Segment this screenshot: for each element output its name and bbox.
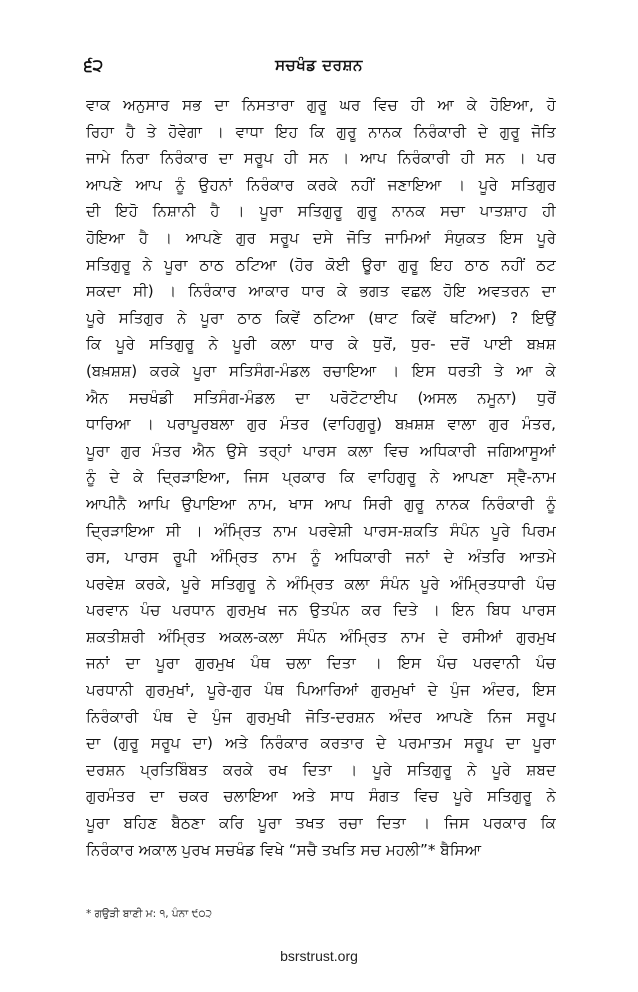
text-line: ਦੀ ਇਹੋ ਨਿਸ਼ਾਨੀ ਹੈ । ਪੂਰਾ ਸਤਿਗੁਰੂ ਗੁਰੂ ਨਾਨਕ ਸਚਾ ਪਾਤਸ਼ਾਹ ਹੀ xyxy=(86,202,556,221)
footnote: * ਗਉੜੀ ਬਾਣੀ ਮ: ੧, ਪੰਨਾ ੯੦੨ xyxy=(86,908,213,920)
website-url: bsrstrust.org xyxy=(280,948,358,964)
text-line: ਪਰਵਾਨ ਪੰਚ ਪਰਧਾਨ ਗੁਰਮੁਖ ਜਨ ਉਤਪੰਨ ਕਰ ਦਿਤੇ । ਇਨ ਬਿਧ ਪਾਰਸ xyxy=(86,601,556,620)
text-line: ਪੂਰਾ ਗੁਰ ਮੰਤਰ ਐਨ ਉਸੇ ਤਰ੍ਹਾਂ ਪਾਰਸ ਕਲਾ ਵਿਚ ਅਧਿਕਾਰੀ ਜਗਿਆਸੂਆਂ xyxy=(86,441,556,460)
text-line: ਰਿਹਾ ਹੈ ਤੇ ਹੋਵੇਗਾ । ਵਾਧਾ ਇਹ ਕਿ ਗੁਰੂ ਨਾਨਕ ਨਿਰੰਕਾਰੀ ਦੇ ਗੁਰੂ ਜੋਤਿ xyxy=(86,122,556,141)
text-line: ਨੂੰ ਦੇ ਕੇ ਦ੍ਰਿੜਾਇਆ, ਜਿਸ ਪ੍ਰਕਾਰ ਕਿ ਵਾਹਿਗੁਰੂ ਨੇ ਆਪਣਾ ਸ੍ਵੈ-ਨਾਮ xyxy=(86,468,556,487)
text-line: ਵਾਕ ਅਨੁਸਾਰ ਸਭ ਦਾ ਨਿਸਤਾਰਾ ਗੁਰੂ ਘਰ ਵਿਚ ਹੀ ਆ ਕੇ ਹੋਇਆ, ਹੋ xyxy=(86,96,556,114)
text-line: ਆਪਣੇ ਆਪ ਨੂੰ ਉਹਨਾਂ ਨਿਰੰਕਾਰ ਕਰਕੇ ਨਹੀਂ ਜਣਾਇਆ । ਪੂਰੇ ਸਤਿਗੁਰ xyxy=(86,175,556,194)
text-line: ਹੋਇਆ ਹੈ । ਆਪਣੇ ਗੁਰ ਸਰੂਪ ਦਸੇ ਜੋਤਿ ਜਾਮਿਆਂ ਸੰਯੁਕਤ ਇਸ ਪੂਰੇ xyxy=(86,228,556,247)
page-number: ੬੨ xyxy=(84,56,104,76)
running-title: ਸਚਖੰਡ ਦਰਸ਼ਨ xyxy=(275,56,363,74)
text-line: (ਬਖ਼ਸ਼ਸ਼) ਕਰਕੇ ਪੂਰਾ ਸਤਿਸੰਗ-ਮੰਡਲ ਰਚਾਇਆ । ਇਸ ਧਰਤੀ ਤੇ ਆ ਕੇ xyxy=(86,361,556,380)
text-line: ਪਰਧਾਨੀ ਗੁਰਮੁਖਾਂ, ਪੂਰੇ-ਗੁਰ ਪੰਥ ਪਿਆਰਿਆਂ ਗੁਰਮੁਖਾਂ ਦੇ ਪੁੰਜ ਅੰਦਰ, ਇਸ xyxy=(86,681,556,700)
text-line: ਦ੍ਰਿੜਾਇਆ ਸੀ । ਅੰਮ੍ਰਿਤ ਨਾਮ ਪਰਵੇਸ਼ੀ ਪਾਰਸ-ਸ਼ਕਤਿ ਸੰਪੰਨ ਪੂਰੇ ਪਿਰਮ xyxy=(86,521,556,540)
text-line: ਰਸ, ਪਾਰਸ ਰੂਪੀ ਅੰਮ੍ਰਿਤ ਨਾਮ ਨੂੰ ਅਧਿਕਾਰੀ ਜਨਾਂ ਦੇ ਅੰਤਰਿ ਆਤਮੇ xyxy=(86,548,556,567)
text-line: ਪਰਵੇਸ਼ ਕਰਕੇ, ਪੂਰੇ ਸਤਿਗੁਰੂ ਨੇ ਅੰਮ੍ਰਿਤ ਕਲਾ ਸੰਪੰਨ ਪੂਰੇ ਅੰਮ੍ਰਿਤਧਾਰੀ ਪੰਚ xyxy=(86,574,556,593)
text-line: ਸਤਿਗੁਰੂ ਨੇ ਪੂਰਾ ਠਾਠ ਠਟਿਆ (ਹੋਰ ਕੋਈ ਊਰਾ ਗੁਰੂ ਇਹ ਠਾਠ ਨਹੀਂ ਠਟ xyxy=(86,255,556,274)
text-line: ਐਨ ਸਚਖੰਡੀ ਸਤਿਸੰਗ-ਮੰਡਲ ਦਾ ਪਰੋਟੋਟਾਈਪ (ਅਸਲ ਨਮੂਨਾ) ਧੁਰੋਂ xyxy=(86,388,556,407)
text-line: ਸ਼ਕਤੀਸ਼ਰੀ ਅੰਮ੍ਰਿਤ ਅਕਲ-ਕਲਾ ਸੰਪੰਨ ਅੰਮ੍ਰਿਤ ਨਾਮ ਦੇ ਰਸੀਆਂ ਗੁਰਮੁਖ xyxy=(86,627,556,646)
text-line: ਨਿਰੰਕਾਰ ਅਕਾਲ ਪੁਰਖ ਸਚਖੰਡ ਵਿਖੇ “ਸਚੈ ਤਖਤਿ ਸਚ ਮਹਲੀ”* ਬੈਸਿਆ xyxy=(86,840,482,859)
text-line: ਧਾਰਿਆ । ਪਰਾਪੂਰਬਲਾ ਗੁਰ ਮੰਤਰ (ਵਾਹਿਗੁਰੂ) ਬਖ਼ਸ਼ਸ਼ ਵਾਲਾ ਗੁਰ ਮੰਤਰ, xyxy=(86,415,556,434)
text-line: ਜਾਮੇ ਨਿਰਾ ਨਿਰੰਕਾਰ ਦਾ ਸਰੂਪ ਹੀ ਸਨ । ਆਪ ਨਿਰੰਕਾਰੀ ਹੀ ਸਨ । ਪਰ xyxy=(86,149,556,168)
text-line: ਪੂਰੇ ਸਤਿਗੁਰ ਨੇ ਪੂਰਾ ਠਾਠ ਕਿਵੇਂ ਠਟਿਆ (ਥਾਟ ਕਿਵੇਂ ਥਟਿਆ) ? ਇਉਂ xyxy=(86,308,556,327)
text-line: ਆਪੀਨੈ ਆਪਿ ਉਪਾਇਆ ਨਾਮ, ਖਾਸ ਆਪ ਸਿਰੀ ਗੁਰੂ ਨਾਨਕ ਨਿਰੰਕਾਰੀ ਨੂੰ xyxy=(86,494,556,513)
text-line: ਜਨਾਂ ਦਾ ਪੂਰਾ ਗੁਰਮੁਖ ਪੰਥ ਚਲਾ ਦਿਤਾ । ਇਸ ਪੰਚ ਪਰਵਾਨੀ ਪੰਚ xyxy=(86,654,556,673)
text-line: ਦਰਸ਼ਨ ਪ੍ਰਤਿਬਿੰਬਤ ਕਰਕੇ ਰਖ ਦਿਤਾ । ਪੂਰੇ ਸਤਿਗੁਰੂ ਨੇ ਪੂਰੇ ਸ਼ਬਦ xyxy=(86,760,556,779)
text-line: ਨਿਰੰਕਾਰੀ ਪੰਥ ਦੇ ਪੁੰਜ ਗੁਰਮੁਖੀ ਜੋਤਿ-ਦਰਸ਼ਨ ਅੰਦਰ ਆਪਣੇ ਨਿਜ ਸਰੂਪ xyxy=(86,707,556,726)
text-line: ਗੁਰਮੰਤਰ ਦਾ ਚਕਰ ਚਲਾਇਆ ਅਤੇ ਸਾਧ ਸੰਗਤ ਵਿਚ ਪੂਰੇ ਸਤਿਗੁਰੂ ਨੇ xyxy=(86,787,556,806)
page-header xyxy=(84,56,554,80)
text-line: ਸਕਦਾ ਸੀ) । ਨਿਰੰਕਾਰ ਆਕਾਰ ਧਾਰ ਕੇ ਭਗਤ ਵਛਲ ਹੋਇ ਅਵਤਰਨ ਦਾ xyxy=(86,282,556,301)
text-line: ਦਾ (ਗੁਰੂ ਸਰੂਪ ਦਾ) ਅਤੇ ਨਿਰੰਕਾਰ ਕਰਤਾਰ ਦੇ ਪਰਮਾਤਮ ਸਰੂਪ ਦਾ ਪੂਰਾ xyxy=(86,734,556,753)
text-line: ਪੂਰਾ ਬਹਿਣ ਬੈਠਣਾ ਕਰਿ ਪੂਰਾ ਤਖਤ ਰਚਾ ਦਿਤਾ । ਜਿਸ ਪਰਕਾਰ ਕਿ xyxy=(86,814,556,833)
body-text xyxy=(86,92,556,863)
text-line: ਕਿ ਪੂਰੇ ਸਤਿਗੁਰੂ ਨੇ ਪੂਰੀ ਕਲਾ ਧਾਰ ਕੇ ਧੁਰੋਂ, ਧੁਰ- ਦਰੋਂ ਪਾਈ ਬਖ਼ਸ਼ xyxy=(86,335,556,354)
